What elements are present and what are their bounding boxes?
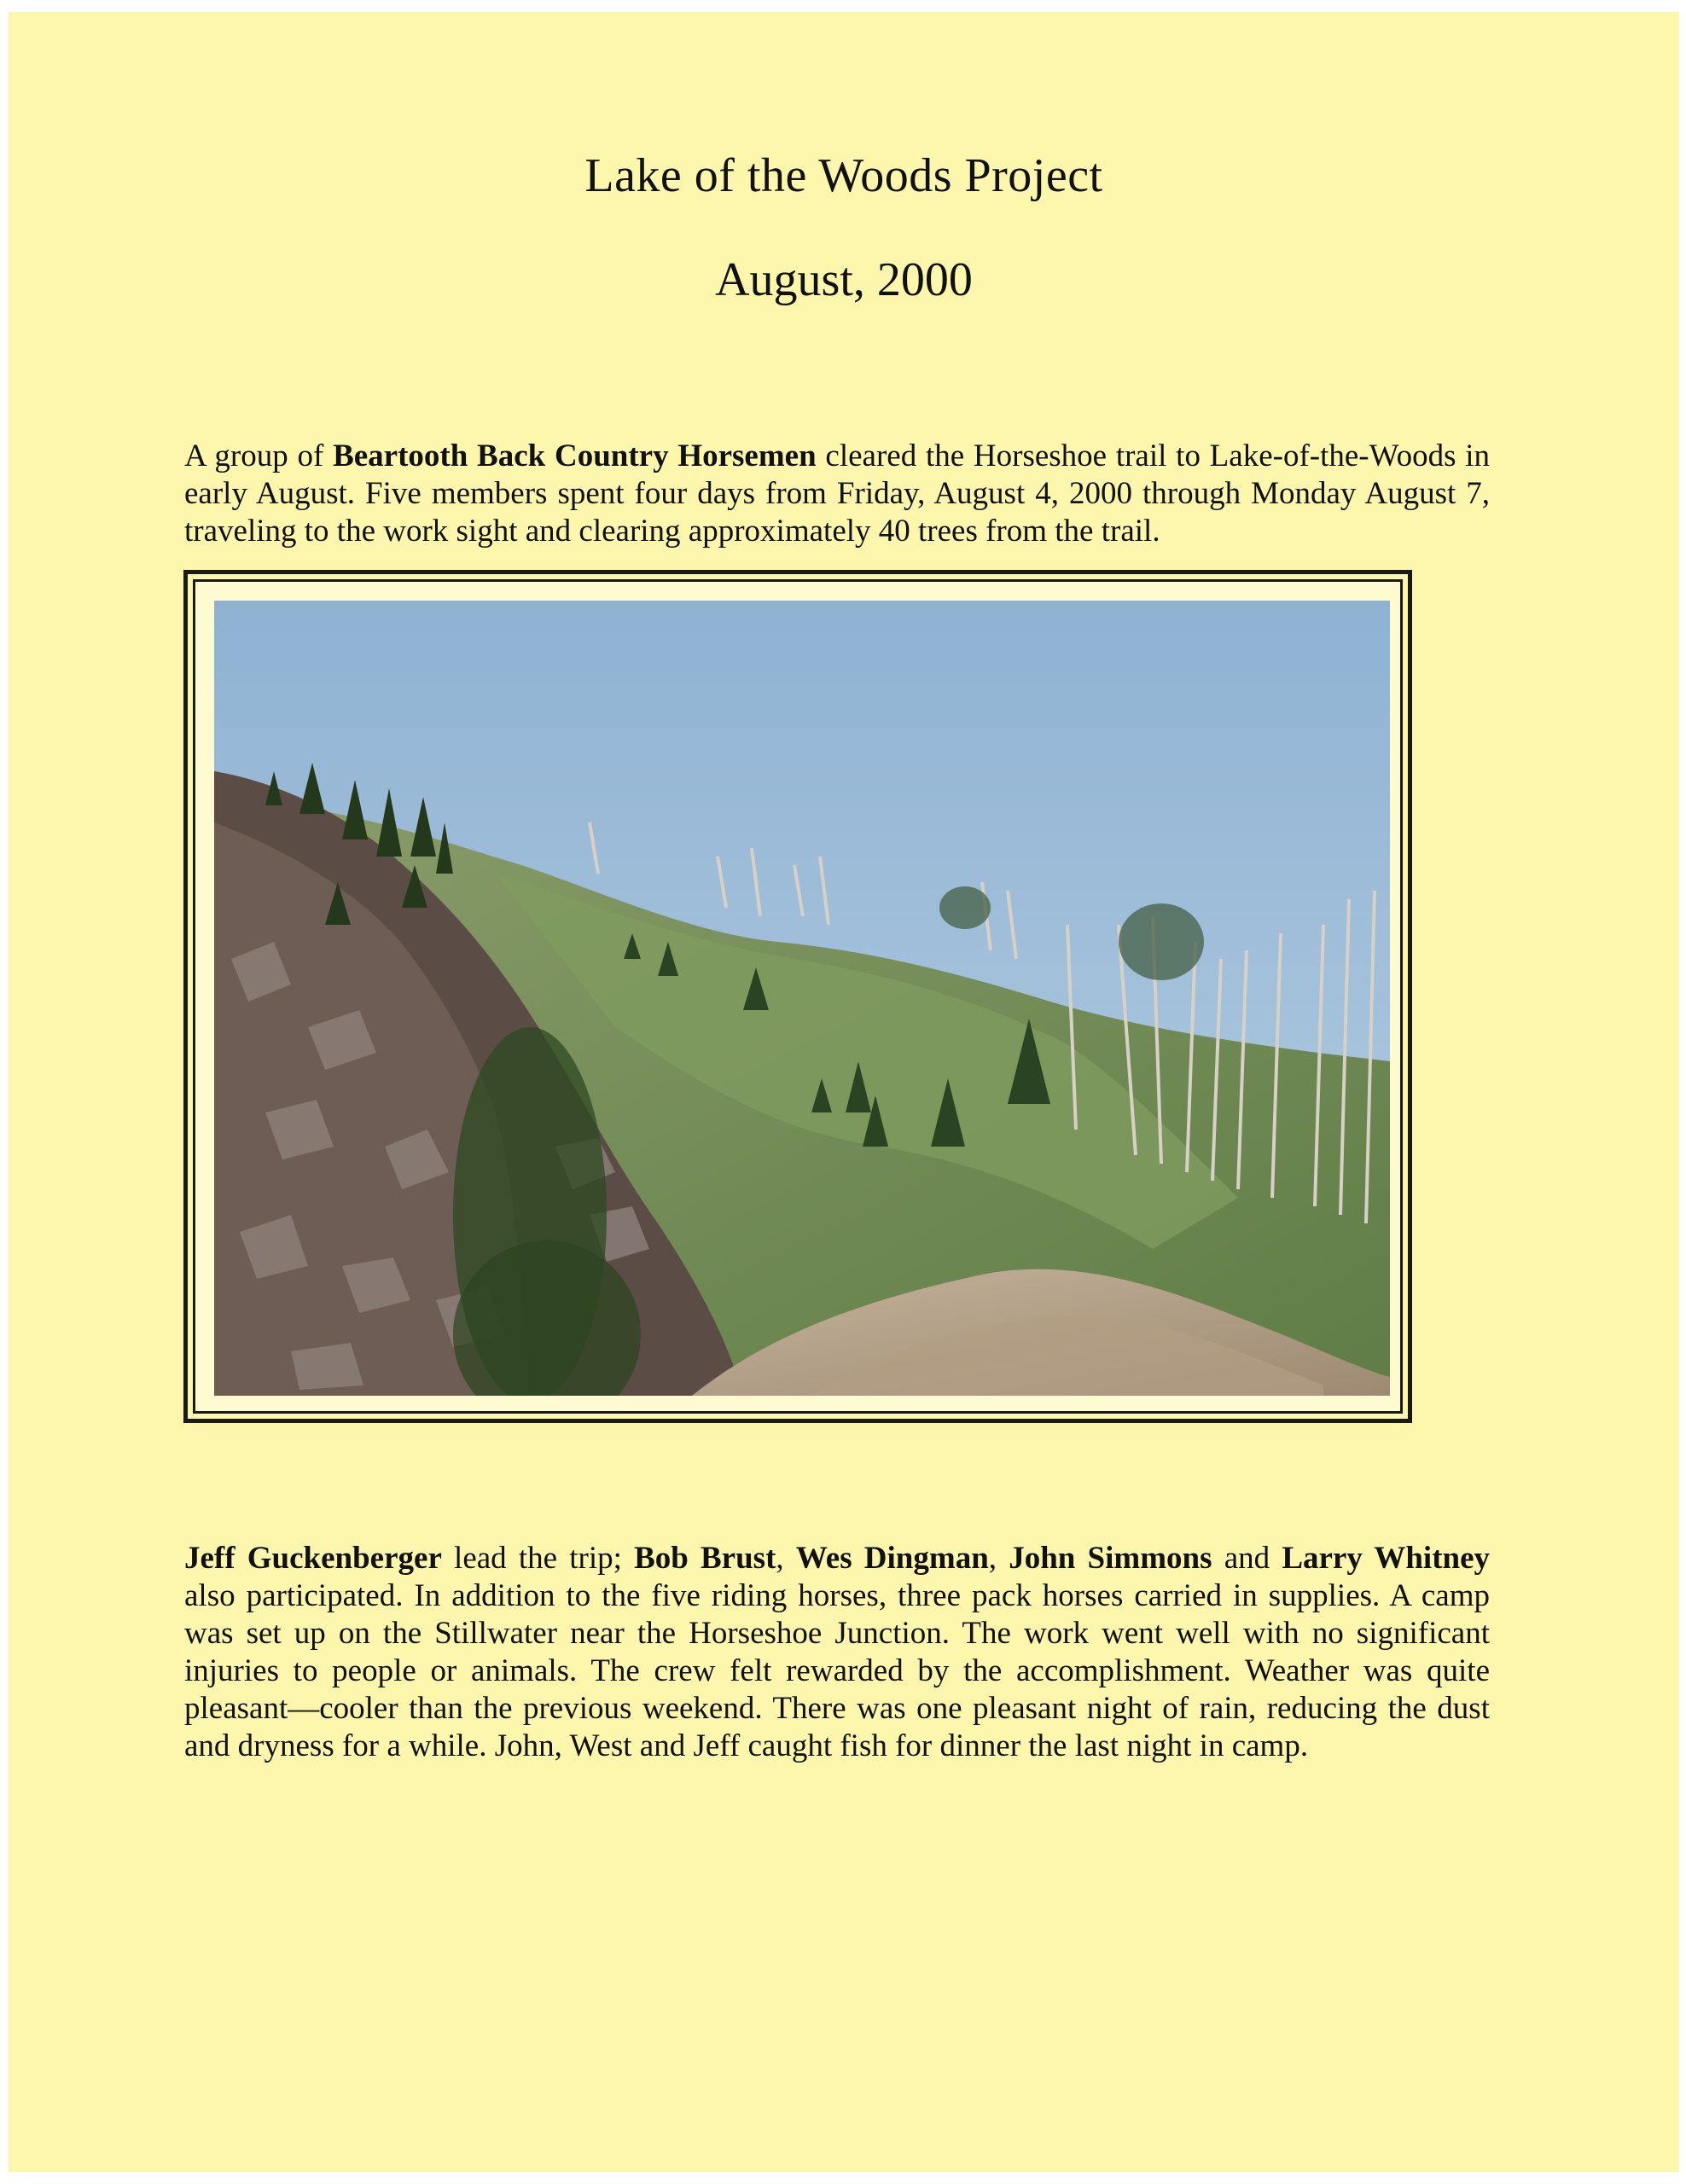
photo-frame <box>183 570 1412 1423</box>
participant-name: Jeff Guckenberger <box>184 1541 442 1576</box>
intro-paragraph <box>184 438 1490 550</box>
text-run: also participated. In addition to the five riding horses, three pack horses carried in supplies. A camp was set up on the Stillwater near the Horseshoe Junction. The work went well with no significant injuries to people or animals. The crew felt rewarded by the accomplishment. Weather was quite pleasant—cooler than the previous weekend. There was one pleasant night of rain, reducing the dust and dryness for a while. John, West and Jeff caught fish for dinner the last night in camp. <box>184 1578 1490 1763</box>
photo-frame-inner <box>193 579 1403 1414</box>
participant-name: Wes Dingman <box>795 1541 989 1576</box>
text-run: cleared the Horseshoe trail to Lake-of-the-Woods in early August. Five members spent four days from Friday, August 4, 2000 through Monday August 7, traveling to the work sight and clearing approximately 40 trees from the trail. <box>184 439 1490 549</box>
details-paragraph <box>184 1540 1490 1765</box>
participant-name: Bob Brust <box>634 1541 776 1576</box>
mountain-trail-photo <box>214 601 1390 1396</box>
text-run: and <box>1212 1541 1282 1576</box>
group-name: Beartooth Back Country Horsemen <box>333 439 817 473</box>
page-sheet <box>9 12 1679 2172</box>
participant-name: Larry Whitney <box>1282 1541 1491 1576</box>
text-run: lead the trip; <box>441 1541 635 1576</box>
document-date: August, 2000 <box>715 253 973 306</box>
text-run: , <box>776 1541 796 1576</box>
text-run: , <box>988 1541 1009 1576</box>
text-run: A group of <box>184 439 334 473</box>
document-title: Lake of the Woods Project <box>584 149 1103 202</box>
participant-name: John Simmons <box>1009 1541 1212 1576</box>
